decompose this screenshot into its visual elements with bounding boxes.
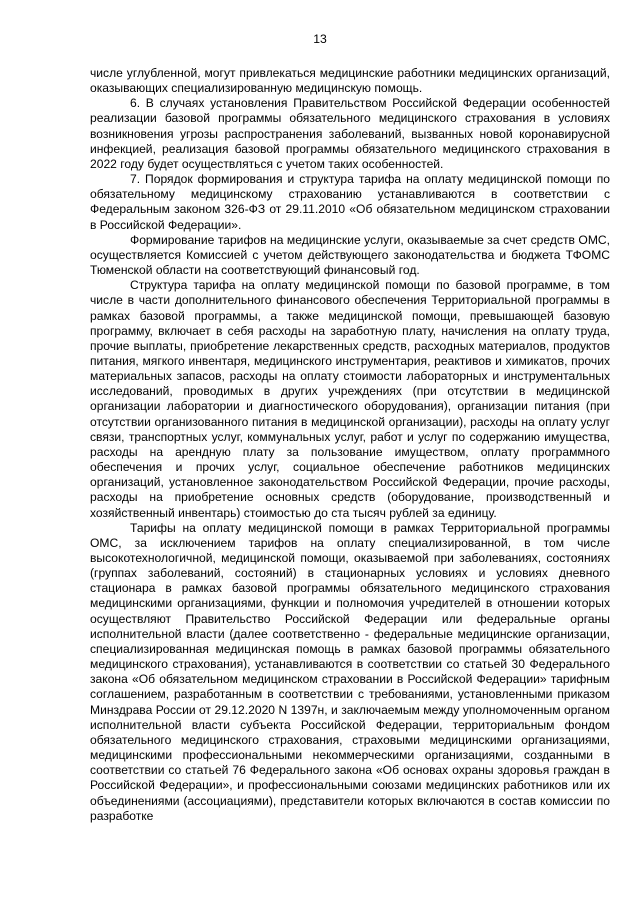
document-body [90, 66, 610, 824]
paragraph-item-7: 7. Порядок формирования и структура тарифа на оплату медицинской помощи по обязательному медицинскому страхованию устанавливаются в соответствии с Федеральным законом 326-ФЗ от 29.11.2010 «Об обязательном медицинском страховании в Российской Федерации». [90, 172, 610, 232]
paragraph-tariff-structure: Структура тарифа на оплату медицинской помощи по базовой программе, в том числе в части дополнительного финансового обеспечения Территориальной программы в рамках базовой программы, а также медицинской помощи, превышающей базовую программу, включает в себя расходы на заработную плату, начисления на оплату труда, прочие выплаты, приобретение лекарственных средств, расходных материалов, продуктов питания, мягкого инвентаря, медицинского инструментария, реактивов и химикатов, прочих материальных запасов, расходы на оплату стоимости лабораторных и инструментальных исследований, проводимых в других учреждениях (при отсутствии в медицинской организации лаборатории и диагностического оборудования), организации питания (при отсутствии организованного питания в медицинской организации), расходы на оплату услуг связи, транспортных услуг, коммунальных услуг, работ и услуг по содержанию имущества, расходы на арендную плату за пользование имуществом, оплату программного обеспечения и прочих услуг, социальное обеспечение работников медицинских организаций, установленное законодательством Российской Федерации, прочие расходы, расходы на приобретение основных средств (оборудование, производственный и хозяйственный инвентарь) стоимостью до ста тысяч рублей за единицу. [90, 278, 610, 520]
paragraph-continuation: числе углубленной, могут привлекаться медицинские работники медицинских организаций, оказывающих специализированную медицинскую помощь. [90, 66, 610, 96]
page-number: 13 [313, 32, 327, 46]
paragraph-tariffs-agreement: Тарифы на оплату медицинской помощи в рамках Территориальной программы ОМС, за исключением тарифов на оплату специализированной, в том числе высокотехнологичной, медицинской помощи, оказываемой при заболеваниях, состояниях (группах заболеваний, состояний) в стационарных условиях и условиях дневного стационара в рамках базовой программы обязательного медицинского страхования медицинскими организациями, функции и полномочия учредителей в отношении которых осуществляют Правительство Российской Федерации или федеральные органы исполнительной власти (далее соответственно - федеральные медицинские организации, специализированная медицинская помощь в рамках базовой программы обязательного медицинского страхования), устанавливаются в соответствии со статьей 30 Федерального закона «Об обязательном медицинском страховании в Российской Федерации» тарифным соглашением, разработанным в соответствии с требованиями, установленными приказом Минздрава России от 29.12.2020 N 1397н, и заключаемым между уполномоченным органом исполнительной власти субъекта Российской Федерации, территориальным фондом обязательного медицинского страхования, страховыми медицинскими организациями, медицинскими профессиональными некоммерческими организациями, созданными в соответствии со статьей 76 Федерального закона «Об основах охраны здоровья граждан в Российской Федерации», и профессиональными союзами медицинских работников или их объединениями (ассоциациями), представители которых включаются в состав комиссии по разработке [90, 520, 610, 823]
paragraph-tariff-formation: Формирование тарифов на медицинские услуги, оказываемые за счет средств ОМС, осуществляется Комиссией с учетом действующего законодательства и бюджета ТФОМС Тюменской области на соответствующий финансовый год. [90, 232, 610, 278]
paragraph-item-6: 6. В случаях установления Правительством Российской Федерации особенностей реализации базовой программы обязательного медицинского страхования в условиях возникновения угрозы распространения заболеваний, вызванных новой коронавирусной инфекцией, реализация базовой программы обязательного медицинского страхования в 2022 году будет осуществляться с учетом таких особенностей. [90, 96, 610, 171]
